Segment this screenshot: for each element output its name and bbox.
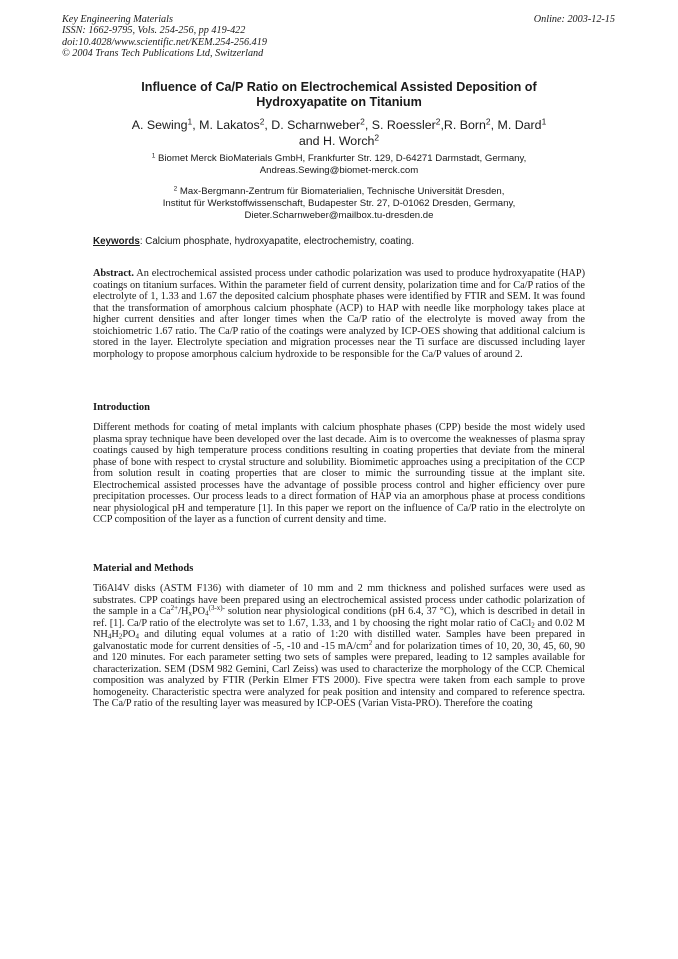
abstract-text: An electrochemical assisted process under cathodic polarization was used to produce hydroxyapatite (HAP) coatings on titanium surfaces. Within the parameter field of current density, polarization time and for Ca/P ratios of the electrolyte of 1, 1.33 and 1.67 the deposited calcium phosphate phases were identified by FTIR and SEM. It was found that the transformation of amorphous calcium phosphate (ACP) to HAP with needle like morphology takes place at higher current densities and after longer times when the Ca/P ratio of the electrolyte is moved away from the stoichiometric 1.67 ratio. The Ca/P ratio of the coatings were analyzed by ICP-OES showing that additional calcium is stored in the layer. Electrolyte speciation and migration processes near the Ti surface are discussed including layer morphology to propose amorphous calcium hydroxide to be responsible for the Ca/P values of around 2. — [93, 268, 585, 360]
journal-name: Key Engineering Materials — [62, 14, 173, 25]
author-list — [62, 118, 616, 149]
methods-subscript: 4 — [107, 632, 112, 641]
author-affiliation-mark: 1 — [187, 116, 193, 127]
methods-segment: solution near physiological conditions (pH 6.4, 37 °C), which is described in detail in ref. [1]. Ca/P ratio of the electrolyte was set to 1.67, 1.33, and 1 by choosing the right molar ratio of CaCl — [93, 606, 585, 629]
author-affiliation-mark: 2 — [435, 116, 441, 127]
author-affiliation-mark: 2 — [259, 116, 265, 127]
keywords — [93, 236, 414, 247]
authors-line-1 — [62, 118, 616, 134]
doi-line: doi:10.4028/www.scientific.net/KEM.254-256.419 — [62, 36, 267, 48]
online-date: Online: 2003-12-15 — [533, 14, 615, 25]
methods-segment: and 0.02 M NH — [93, 617, 586, 640]
affiliation-number: 1 — [151, 152, 156, 160]
author-affiliation-mark: 1 — [541, 116, 547, 127]
introduction-text: Different methods for coating of metal implants with calcium phosphate phases (CPP) beside the most widely used plasma spray technique have been developed over the last decade. Aim is to overcome the weaknesses of plasma spray coatings caused by high temperature process conditions resulting in coating properties that deviate from the mineral phase of bone with respect to crystal structure and solubility. Biomimetic approaches using a precipitation of the CCP from solution result in coating properties that are closer to mimic the surrounding tissue at the implant site. Electrochemical assisted processes have the advantage of possible process control and higher efficiency over pure precipitation processes. Our process leads to a direct formation of HAP via an amorphous phase at process conditions near physiological pH and temperature [1]. In this paper we report on the influence of Ca/P ratio in the electrolyte on CCP composition of the layer as a function of current density and time. — [93, 422, 585, 525]
affiliation-text: Biomet Merck BioMaterials GmbH, Frankfurter Str. 129, D-64271 Darmstadt, Germany, — [155, 153, 527, 164]
author-affiliation-mark: 2 — [374, 131, 380, 142]
methods-subscript: x — [188, 609, 192, 618]
paper-title — [62, 80, 616, 110]
keywords-text: : Calcium phosphate, hydroxyapatite, electrochemistry, coating. — [139, 236, 415, 247]
affiliation-2-line-1 — [62, 186, 616, 198]
methods-superscript: 2+ — [170, 604, 179, 613]
methods-segment: PO — [191, 606, 206, 617]
author-name: ,R. Born — [440, 118, 486, 132]
affiliation-1 — [62, 153, 616, 177]
methods-segment: PO — [122, 629, 136, 640]
methods-subscript: 2 — [118, 632, 123, 641]
author-affiliation-mark: 2 — [360, 116, 365, 127]
affiliation-text: Max-Bergmann-Zentrum für Biomaterialien, Technische Universität Dresden, — [177, 186, 505, 197]
author-name: , S. Roessler — [364, 118, 436, 132]
affiliation-2 — [62, 186, 616, 223]
methods-subscript: 4 — [135, 632, 139, 641]
author-name: , M. Lakatos — [192, 118, 260, 132]
copyright-line: © 2004 Trans Tech Publications Ltd, Switzerland — [62, 47, 264, 59]
abstract — [93, 268, 585, 360]
methods-superscript: 2 — [368, 638, 373, 647]
author-name: and H. Worch — [298, 133, 375, 148]
author-name: , D. Scharnweber — [264, 118, 361, 132]
affiliation-1-email: Andreas.Sewing@biomet-merck.com — [259, 165, 419, 177]
methods-segment: H — [111, 629, 119, 640]
author-name: , M. Dard — [490, 118, 542, 132]
introduction-heading: Introduction — [93, 402, 150, 413]
affiliation-2-email: Dieter.Scharnweber@mailbox.tu-dresden.de — [244, 210, 434, 222]
methods-text — [93, 583, 585, 710]
methods-heading: Material and Methods — [93, 563, 194, 574]
methods-segment: /H — [178, 606, 189, 617]
methods-segment: and diluting equal volumes at a ratio of 1:20 with distilled water. Samples have been prepared in galvanostatic mode for current densities of -5, -10 and -15 mA/cm — [93, 629, 585, 652]
issn-line: ISSN: 1662-9795, Vols. 254-256, pp 419-422 — [62, 25, 246, 37]
affiliation-2-line-2: Institut für Werkstoffwissenschaft, Budapester Str. 27, D-01062 Dresden, Germany, — [162, 198, 516, 210]
methods-subscript: 2 — [531, 620, 535, 629]
keywords-label: Keywords — [93, 236, 140, 247]
title-line-1: Influence of Ca/P Ratio on Electrochemical Assisted Deposition of — [141, 80, 537, 94]
title-line-2: Hydroxyapatite on Titanium — [256, 95, 422, 109]
author-name: A. Sewing — [131, 118, 188, 132]
affiliation-number: 2 — [173, 185, 178, 193]
methods-superscript: (3-x)- — [208, 604, 225, 613]
author-affiliation-mark: 2 — [485, 116, 491, 127]
authors-line-2 — [62, 131, 616, 150]
journal-header — [62, 14, 267, 59]
methods-segment: and for polarization times of 10, 20, 30, 45, 60, 90 and 120 minutes. For each parameter setting two sets of samples were prepared, leading to 12 samples available for characterization. SEM (DSM 982 Gemini, Carl Zeiss) was used to characterize the morphology of the CCP. Chemical composition was analyzed by FTIR (Perkin Elmer FTS 2000). Five spectra were taken from each sample to prove homogeneity. Characteristic spectra were analyzed for peak position and intensity and compared to reference spectra. The Ca/P ratio of the resulting layer was measured by ICP-OES (Varian Vista-PRO). Therefore the coating — [93, 640, 585, 709]
affiliation-1-line-1 — [62, 153, 616, 165]
abstract-label: Abstract. — [93, 268, 134, 279]
methods-subscript: 4 — [205, 609, 209, 618]
methods-segment: Ti6Al4V disks (ASTM F136) with diameter of 10 mm and 2 mm thickness and polished surfaces were used as substrates. CPP coatings have been prepared using an electrochemical assisted process under cathodic polarization of the sample in a Ca — [93, 583, 585, 617]
